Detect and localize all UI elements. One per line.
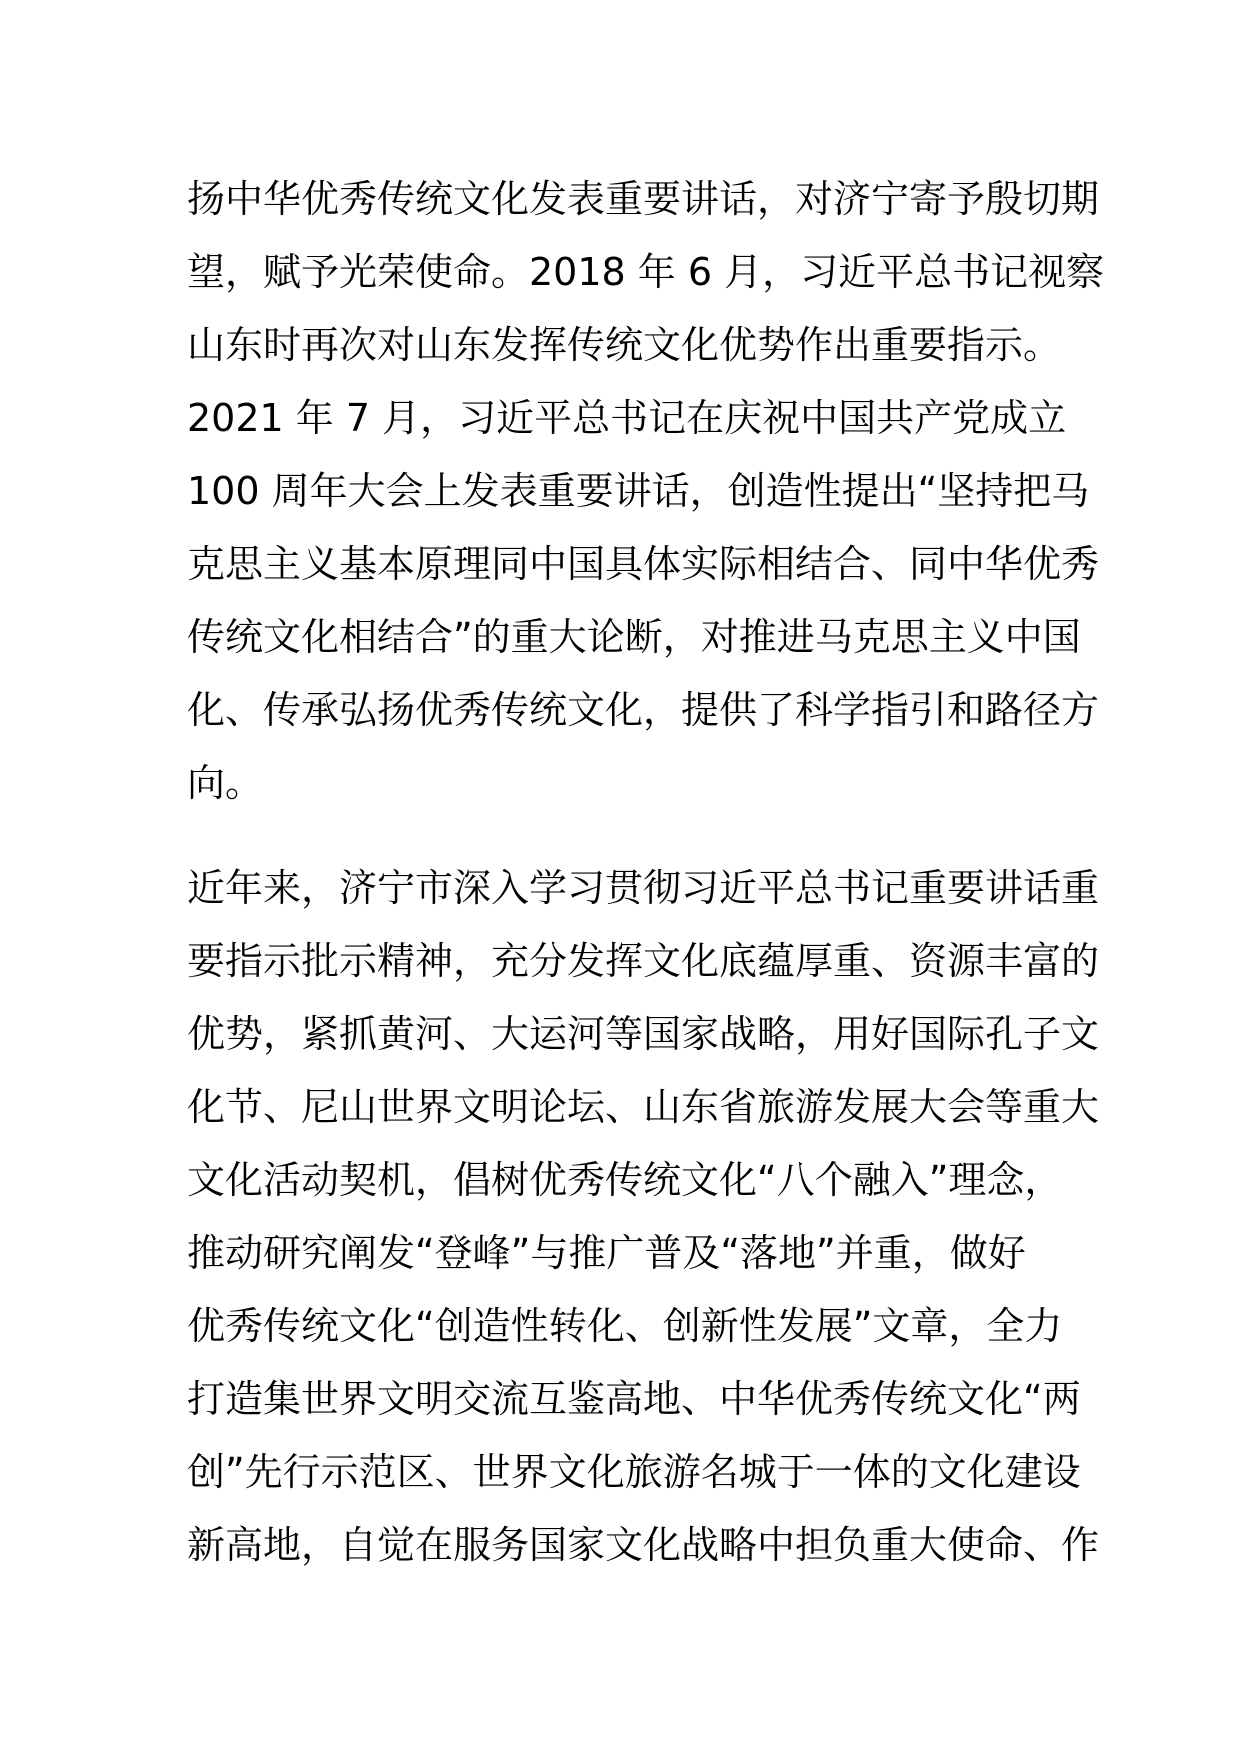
paragraph xyxy=(187,163,1105,820)
text-line: 向。 xyxy=(187,761,264,805)
text-line: 化节、尼山世界文明论坛、山东省旅游发展大会等重大 xyxy=(187,1085,1100,1129)
text-line: 克思主义基本原理同中国具体实际相结合、同中华优秀 xyxy=(187,542,1100,586)
text-line: 要指示批示精神，充分发挥文化底蕴厚重、资源丰富的 xyxy=(187,939,1100,983)
text-line: 2021 年 7 月，习近平总书记在庆祝中国共产党成立 xyxy=(187,396,1067,440)
text-line: 创”先行示范区、世界文化旅游名城于一体的文化建设 xyxy=(187,1450,1081,1494)
text-line: 优秀传统文化“创造性转化、创新性发展”文章，全力 xyxy=(187,1304,1063,1348)
text-line: 扬中华优秀传统文化发表重要讲话，对济宁寄予殷切期 xyxy=(187,177,1100,221)
text-line: 优势，紧抓黄河、大运河等国家战略，用好国际孔子文 xyxy=(187,1012,1100,1056)
text-line: 文化活动契机，倡树优秀传统文化“八个融入”理念， xyxy=(187,1158,1063,1202)
paragraph xyxy=(187,852,1100,1582)
text-line: 望，赋予光荣使命。2018 年 6 月，习近平总书记视察 xyxy=(187,250,1105,294)
text-line: 传统文化相结合”的重大论断，对推进马克思主义中国 xyxy=(187,615,1081,659)
text-line: 100 周年大会上发表重要讲话，创造性提出“坚持把马 xyxy=(187,469,1090,513)
text-line: 推动研究阐发“登峰”与推广普及“落地”并重，做好 xyxy=(187,1231,1026,1275)
text-line: 化、传承弘扬优秀传统文化，提供了科学指引和路径方 xyxy=(187,688,1100,732)
text-line: 近年来，济宁市深入学习贯彻习近平总书记重要讲话重 xyxy=(187,866,1100,910)
text-line: 新高地，自觉在服务国家文化战略中担负重大使命、作 xyxy=(187,1523,1100,1567)
text-line: 山东时再次对山东发挥传统文化优势作出重要指示。 xyxy=(187,323,1062,367)
text-line: 打造集世界文明交流互鉴高地、中华优秀传统文化“两 xyxy=(187,1377,1081,1421)
